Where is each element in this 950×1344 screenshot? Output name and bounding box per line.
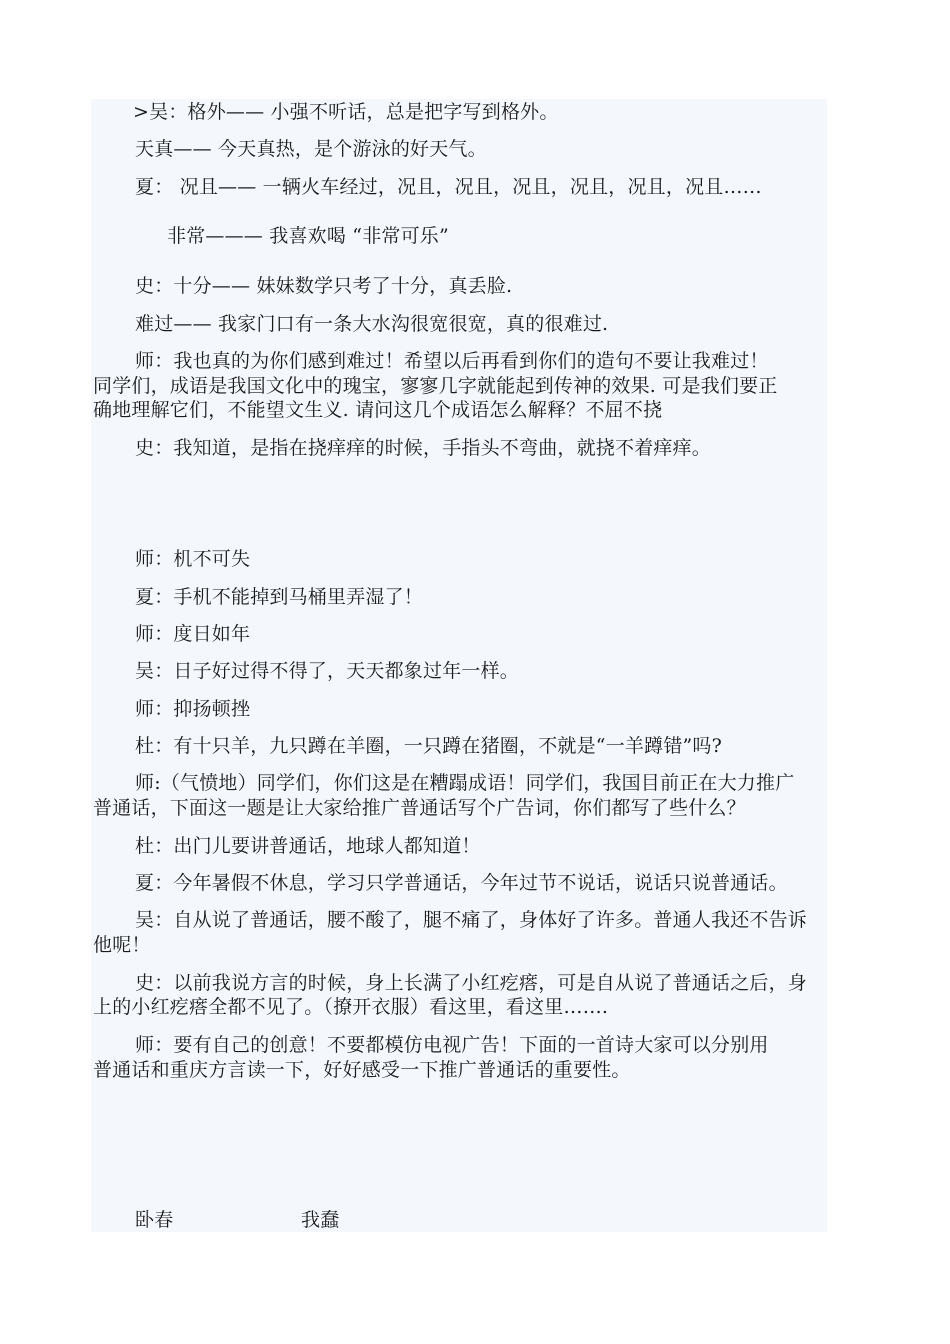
paragraph-line: 师：我也真的为你们感到难过！希望以后再看到你们的造句不要让我难过！ xyxy=(135,350,769,372)
paragraph-line: 普通话，下面这一题是让大家给推广普通话写个广告词，你们都写了些什么？ xyxy=(93,797,746,819)
paragraph-line: 上的小红疙瘩全都不见了。（撩开衣服）看这里，看这里……. xyxy=(93,996,609,1018)
dialogue-line: 难过—— 我家门口有一条大水沟很宽很宽，真的很难过. xyxy=(135,313,609,335)
dialogue-line: 吴：日子好过得不得了，天天都象过年一样。 xyxy=(135,660,520,682)
dialogue-line: 夏：今年暑假不休息，学习只学普通话，今年过节不说话，说话只说普通话。 xyxy=(135,872,788,894)
dialogue-line: 杜：有十只羊，九只蹲在羊圈，一只蹲在猪圈，不就是“一羊蹲错”吗? xyxy=(135,735,723,757)
paragraph-line: 吴：自从说了普通话，腰不酸了，腿不痛了，身体好了许多。普通人我还不告诉 xyxy=(135,909,808,931)
dialogue-line: 师：机不可失 xyxy=(135,548,251,570)
dialogue-line: 师：度日如年 xyxy=(135,623,251,645)
dialogue-line: 杜：出门儿要讲普通话，地球人都知道！ xyxy=(135,835,481,857)
poem-title: 卧春 xyxy=(135,1209,174,1231)
dialogue-line: 非常——— 我喜欢喝 “非常可乐” xyxy=(167,225,449,247)
paragraph-line: 同学们，成语是我国文化中的瑰宝，寥寥几字就能起到传神的效果. 可是我们要正 xyxy=(93,375,778,397)
dialogue-line: 夏： 况且—— 一辆火车经过，况且，况且，况且，况且，况且，况且…… xyxy=(135,176,762,198)
paragraph-line: 师:（气愤地）同学们，你们这是在糟蹋成语！同学们，我国目前正在大力推广 xyxy=(135,772,795,794)
paragraph-line: 史：以前我说方言的时候，身上长满了小红疙瘩，可是自从说了普通话之后，身 xyxy=(135,972,808,994)
paragraph-line: 普通话和重庆方言读一下，好好感受一下推广普通话的重要性。 xyxy=(93,1059,631,1081)
dialogue-line: >吴：格外—— 小强不听话，总是把字写到格外。 xyxy=(133,101,559,123)
paragraph-line: 他呢！ xyxy=(93,934,151,956)
paragraph-line: 师：要有自己的创意！不要都模仿电视广告！下面的一首诗大家可以分别用 xyxy=(135,1034,769,1056)
poem-title-alt: 我蠢 xyxy=(301,1209,340,1231)
dialogue-line: 夏：手机不能掉到马桶里弄湿了！ xyxy=(135,586,424,608)
paragraph-line: 确地理解它们，不能望文生义. 请问这几个成语怎么解释？不屈不挠 xyxy=(93,399,663,421)
dialogue-line: 天真—— 今天真热，是个游泳的好天气。 xyxy=(135,138,487,160)
dialogue-line: 师：抑扬顿挫 xyxy=(135,698,251,720)
dialogue-line: 史：十分—— 妹妹数学只考了十分，真丢脸. xyxy=(135,275,513,297)
dialogue-line: 史：我知道，是指在挠痒痒的时候，手指头不弯曲，就挠不着痒痒。 xyxy=(135,437,712,459)
